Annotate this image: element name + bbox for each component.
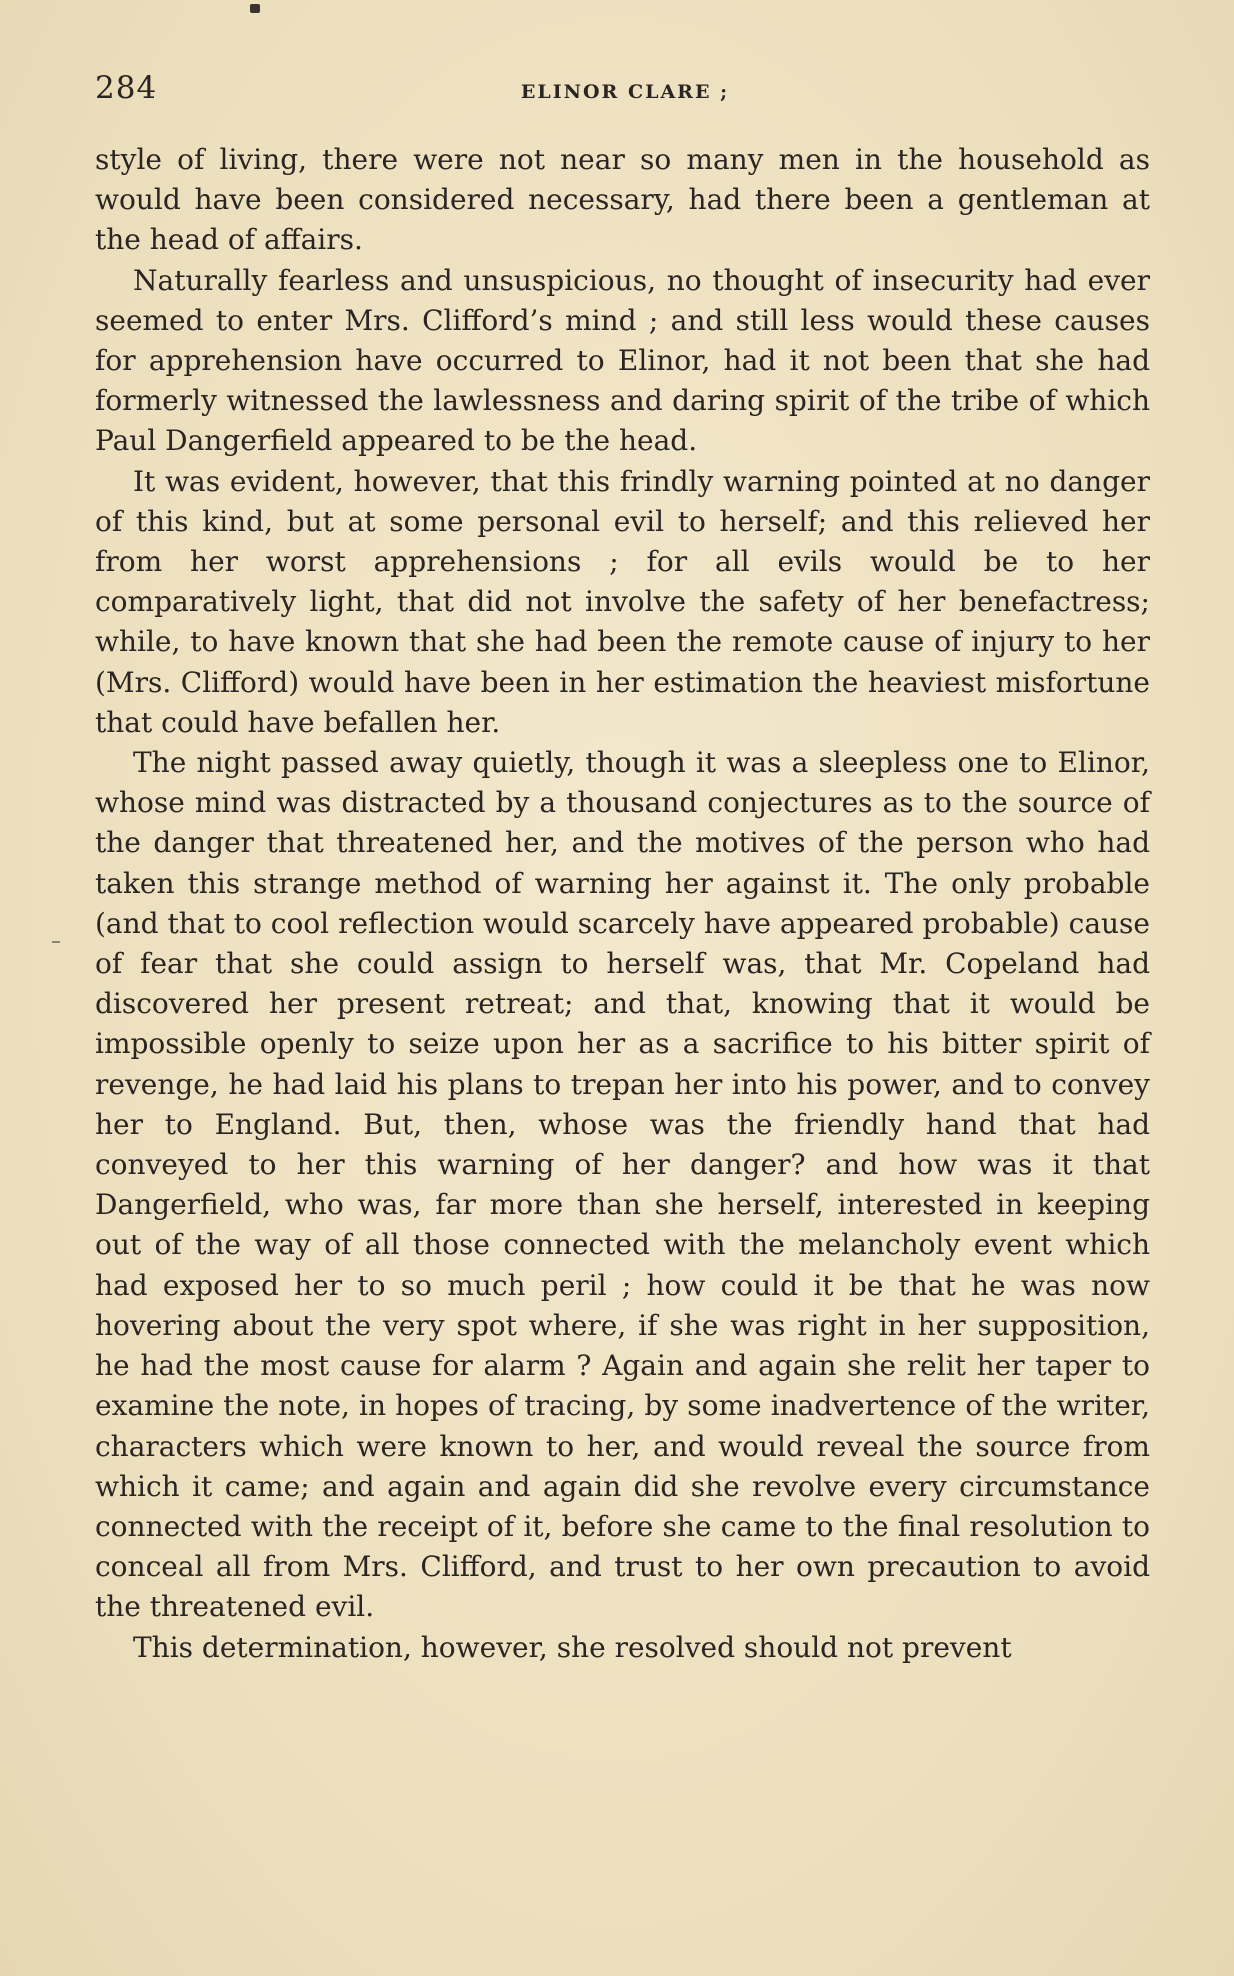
paragraph: style of living, there were not near so many men in the household as would have been considered necessary, had there been a gentleman at the head of affairs.: [95, 143, 1150, 257]
paragraph: It was evident, however, that this frindly warning pointed at no danger of this kind, but at some personal evil to herself; and this relieved her from her worst apprehensions ; for all evils would be to her comparatively light, that did not involve the safety of her benefactress; while, to have known that she had been the remote cause of injury to her (Mrs. Clifford) would have been in her estimation the heaviest misfortune that could have befallen her.: [95, 464, 1150, 739]
running-head: ELINOR CLARE ;: [520, 81, 730, 103]
margin-mark: [52, 941, 60, 943]
page-header: [95, 70, 1155, 120]
page-number: 284: [95, 70, 158, 106]
body-text: [95, 140, 1150, 1668]
paragraph: The night passed away quietly, though it was a sleepless one to Elinor, whose mind was distracted by a thousand conjectures as to the source of the danger that threatened her, and the motives of the person who had taken this strange method of warning her against it. The only probable (and that to cool reflection would scarcely have appeared probable) cause of fear that she could assign to herself was, that Mr. Copeland had discovered her present retreat; and that, knowing that it would be impossible openly to seize upon her as a sacrifice to his bitter spirit of revenge, he had laid his plans to trepan her into his power, and to convey her to England. But, then, whose was the friendly hand that had conveyed to her this warning of her danger? and how was it that Dangerfield, who was, far more than she herself, interested in keeping out of the way of all those connected with the melancholy event which had exposed her to so much peril ; how could it be that he was now hovering about the very spot where, if she was right in her supposition, he had the most cause for alarm ? Again and again she relit her taper to examine the note, in hopes of tracing, by some inadvertence of the writer, characters which were known to her, and would reveal the source from which it came; and again and again did she revolve every circumstance connected with the receipt of it, before she came to the final resolution to conceal all from Mrs. Clifford, and trust to her own precaution to avoid the threatened evil.: [95, 746, 1150, 1624]
paragraph: Naturally fearless and unsuspicious, no thought of insecurity had ever seemed to enter Mrs. Clifford’s mind ; and still less would these causes for apprehension have occurred to Elinor, had it not been that she had formerly witnessed the lawlessness and daring spirit of the tribe of which Paul Dangerfield appeared to be the head.: [95, 263, 1150, 458]
paragraph: This determination, however, she resolved should not prevent: [133, 1630, 1012, 1664]
ink-blot: [250, 4, 260, 13]
